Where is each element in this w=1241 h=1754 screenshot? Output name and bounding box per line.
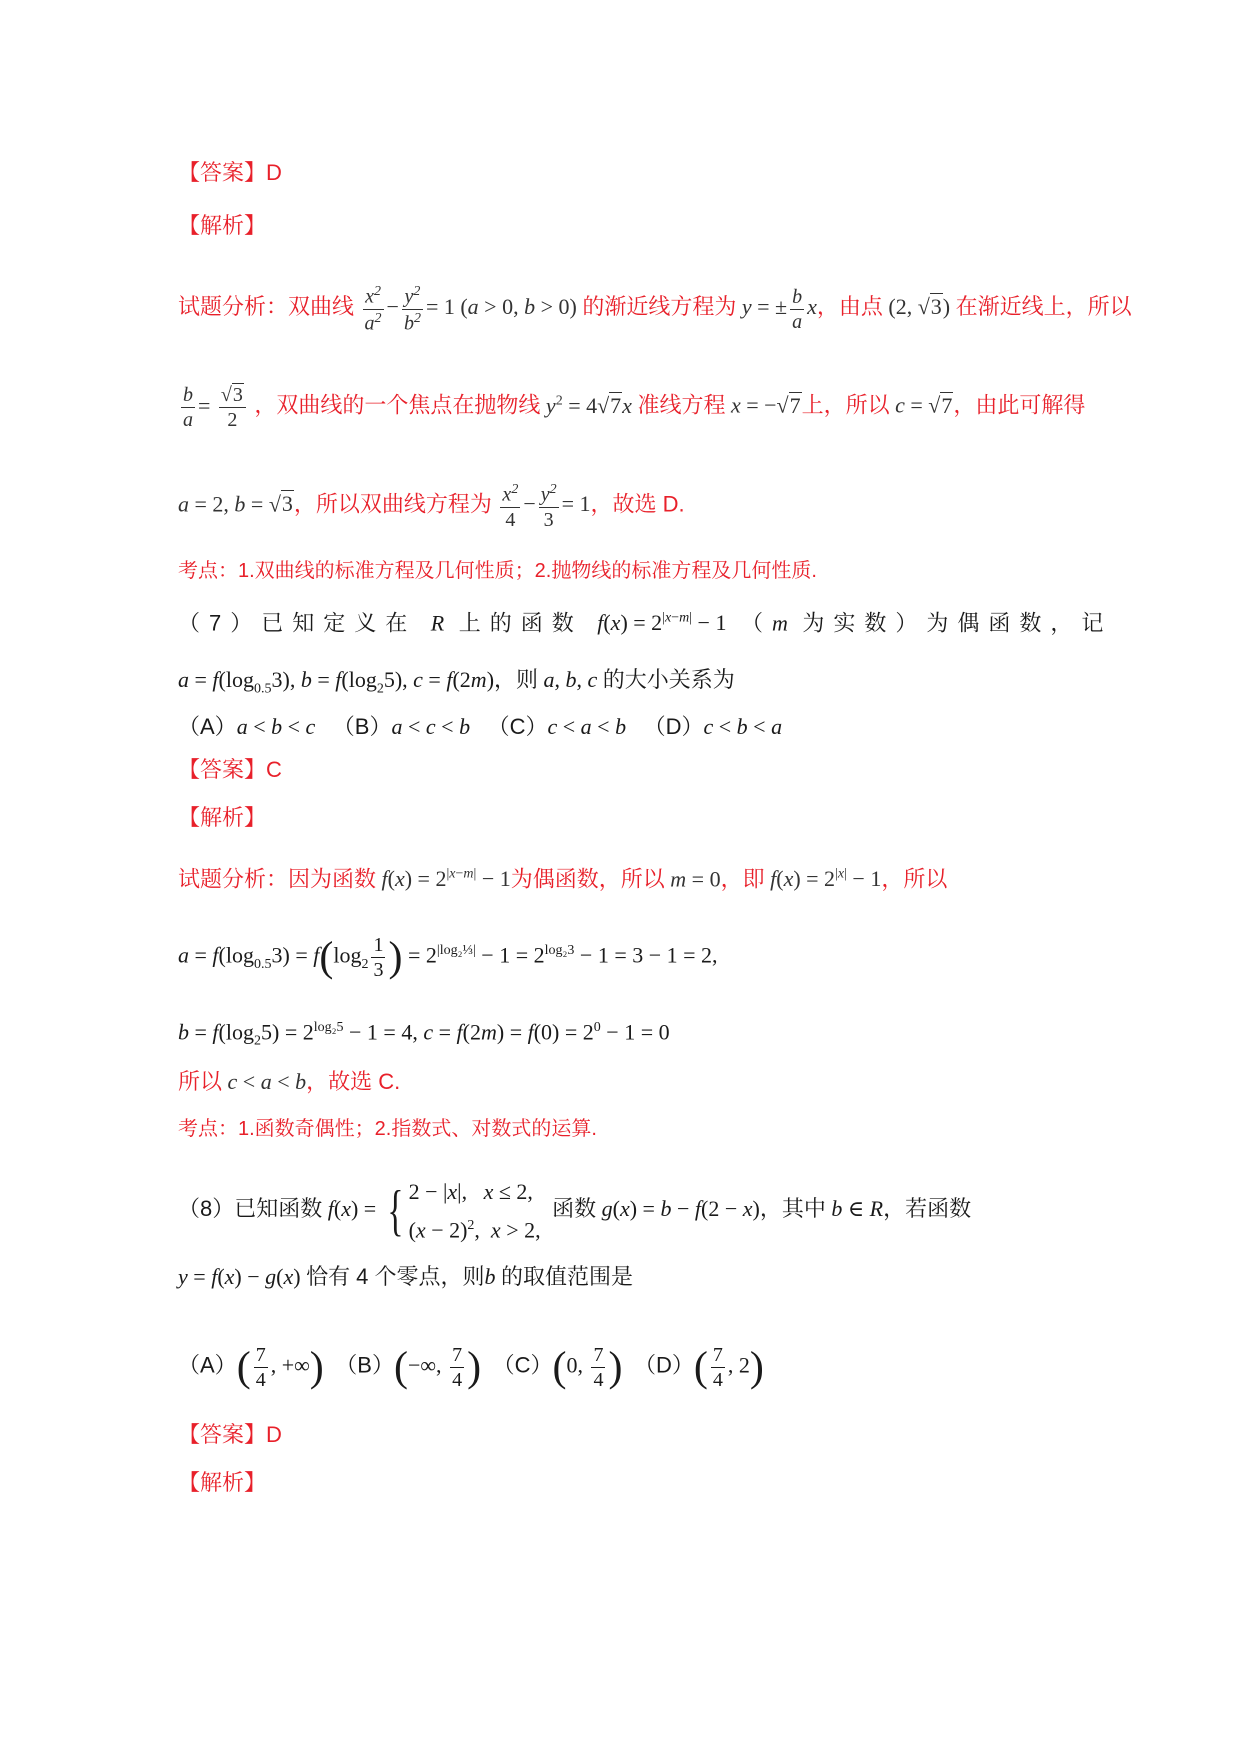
q7-analysis-line-1: 试题分析：因为函数 $f(x) = 2^{|x-m|} - 1$为偶函数，所以 m = 0，即 $f(x) = 2^{|x|} - 1$，所以 (178, 866, 948, 892)
final-hyperbola-equation: $\frac{x^2}{4}$ − $\frac{y^2}{3}$ = 1 (502, 482, 591, 531)
asymptote-equation: y = ± $\frac{b}{a}$ x (741, 285, 817, 333)
q6-analysis-line-3: a = 2, b = √3，所以双曲线方程为 $\frac{x^2}{4}$ − $\frac{y^2}{3}$ = 1，故选 D. (178, 482, 685, 531)
c-value: c = √7 (895, 392, 953, 418)
hyperbola-equation: $\frac{x^2}{a^2}$ − $\frac{y^2}{b^2}$ = 1 (a > 0, b > 0) (364, 284, 583, 335)
q7-answer-label: 【答案】C (178, 757, 282, 782)
ratio-b-over-a: $\frac{b}{a}$ = $\frac{√3}{2}$ (178, 393, 249, 418)
q6-analysis-line-2: $\frac{b}{a}$ = $\frac{√3}{2}$ ，双曲线的一个焦点在抛物线 $y^2 = 4√7x$ 准线方程 x = −√7上，所以 c = √7，由此可解得 (178, 385, 1085, 430)
q8-piecewise-function: f(x) = { 2 − |x|, x ≤ 2, $(x - 2)^2$, x > 2, (327, 1179, 541, 1243)
q7-conclusion: 所以 c < a < b，故选 C. (178, 1069, 401, 1094)
q6-answer-label: 【答案】D (178, 160, 282, 185)
q8-stem-line-2: y = f(x) − g(x) 恰有 4 个零点，则b 的取值范围是 (178, 1264, 634, 1289)
q8-options: （A）( $\frac{7}{4}$ , +∞) （B）(−∞, $\frac{7}{4}$ ) （C）(0, $\frac{7}{4}$ ) （D）( $\frac{7}{4}$ , 2) (178, 1344, 764, 1391)
q7-stem-line-1: （7）已知定义在 R 上的函数 $f(x) = 2^{|x-m|} - 1$ （m 为实数）为偶函数，记 (178, 610, 1113, 636)
point-2-sqrt3: (2, √3) (888, 294, 951, 320)
q7-kaodian: 考点：1.函数奇偶性；2.指数式、对数式的运算. (178, 1118, 597, 1140)
q7-stem-line-2: $a = f(\log_{0.5}3)$, $b = f(\log_25)$, c = f(2m)，则 a, b, c 的大小关系为 (178, 667, 735, 697)
q6-analysis-line-1: 试题分析：双曲线 $\frac{x^2}{a^2}$ − $\frac{y^2}{b^2}$ = 1 (a > 0, b > 0) 的渐近线方程为 y = ± $\frac{b}{a}$ x，由点 (2, √3) 在渐近线上，所以 (178, 284, 1132, 335)
a-b-values: a = 2, b = √3 (178, 491, 293, 517)
q7-analysis-line-2: $a = f(\log_{0.5}3) = f(\log_2$ $\frac{1}{3}$ ) = $2^{|log_2\frac{1}{3}|} - 1 = 2^{log_23} - 1 = 3 - 1 = 2$, (178, 934, 718, 981)
directrix-equation: x = −√7 (730, 392, 801, 418)
q7-function-def: $f(x) = 2^{|x-m|} - 1$ (597, 610, 727, 636)
q7-analysis-line-3: $b = f(\log_25) = 2^{log_25} - 1 = 4$, $c = f(2m) = f(0) = 2^0 - 1 = 0$ (178, 1019, 670, 1049)
q8-analysis-label: 【解析】 (178, 1470, 267, 1495)
q6-analysis-label: 【解析】 (178, 213, 267, 238)
q8-answer-label: 【答案】D (178, 1422, 282, 1447)
q6-kaodian: 考点：1.双曲线的标准方程及几何性质；2.抛物线的标准方程及几何性质. (178, 560, 817, 582)
q7-abc-definitions: $a = f(\log_{0.5}3)$, $b = f(\log_25)$, c = f(2m) (178, 667, 495, 697)
q8-stem-line-1: （8）已知函数 f(x) = { 2 − |x|, x ≤ 2, $(x - 2)^2$, x > 2, 函数 g(x) = b − f(2 − x)，其中 b ∈ R，若函数 (178, 1179, 972, 1243)
q7-options: （A）a < b < c （B）a < c < b （C）c < a < b （D）c < b < a (178, 714, 783, 739)
q7-analysis-label: 【解析】 (178, 805, 267, 830)
parabola-equation: $y^2 = 4√7x$ (545, 392, 632, 418)
